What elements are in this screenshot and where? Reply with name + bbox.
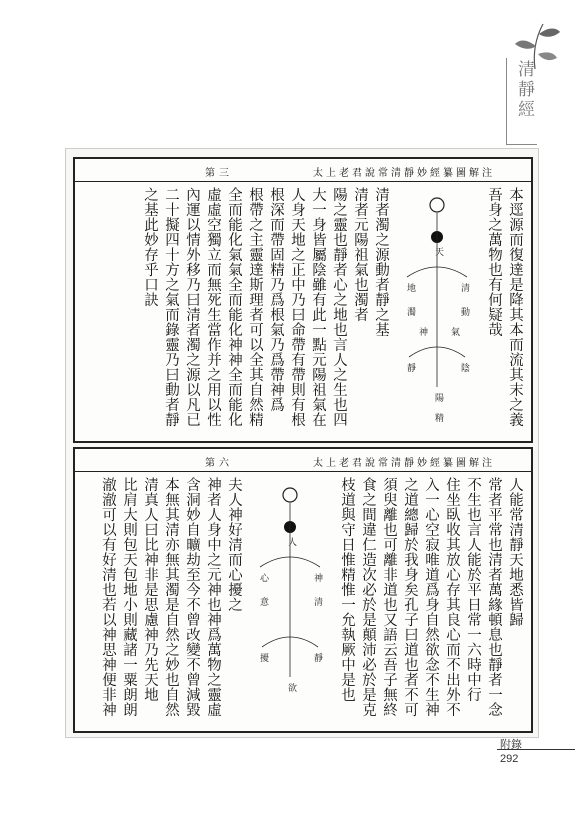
panel-header: [75, 449, 531, 472]
text-column: 人身天地之正中乃曰命帶有帶則有根: [289, 187, 305, 427]
diagram-label: 精: [433, 413, 443, 422]
text-column: 吾身之萬物也有何疑哉: [486, 187, 502, 337]
text-columns: [338, 477, 523, 725]
text-columns: [99, 477, 242, 725]
diagram-label: 陰: [459, 363, 469, 372]
panel-title: 太上老君說常清靜妙經纂圖解注: [313, 168, 495, 179]
panel-header: [75, 159, 531, 182]
panel-page-number: 第三: [205, 168, 233, 179]
text-columns: [141, 187, 389, 435]
diagram-label: 欲: [286, 683, 296, 692]
text-column: 比肩大則包天包地小則藏諸一粟朗朗: [121, 477, 137, 717]
diagram-label: 動: [459, 307, 469, 316]
text-column: 本逕源而復達是降其本而流其末之義: [507, 187, 523, 427]
text-column: 之道總歸於我身矣孔子曰道也者不可: [402, 477, 418, 717]
text-column: 內運以情外移乃曰清者濁之源以凡已: [184, 187, 200, 427]
text-column: 陽之靈也靜者心之地也言人之生也四: [331, 187, 347, 427]
text-column: 清者元陽祖氣也濁者: [352, 187, 368, 322]
diagram-label: 清: [459, 283, 469, 292]
top-panel: [73, 157, 533, 443]
text-column: 枝道與守日惟精惟一允執厥中是也: [339, 477, 355, 702]
diagram-circle: [283, 488, 297, 502]
text-column: 本無其清亦無其濁是自然之妙也自然: [163, 477, 179, 717]
diagram-label: 意: [258, 597, 268, 606]
diagram-label: 天: [433, 247, 443, 256]
text-column: 虛虛空獨立而無死生當作并之用以性: [205, 187, 221, 427]
diagram-label: 陽: [433, 393, 443, 402]
diagram-label: 清: [312, 597, 322, 606]
text-columns: [485, 187, 523, 435]
text-column: 根深而帶固精乃爲根氣乃爲帶神爲: [268, 187, 284, 412]
chart-diagram: [397, 187, 477, 427]
diagram-label: 濁: [405, 307, 415, 316]
text-column: 夫人神好清而心擾之: [226, 477, 242, 612]
text-column: 清者濁之源動者靜之基: [373, 187, 389, 337]
footer-section: 附錄: [500, 739, 522, 751]
panel-body: [83, 477, 523, 725]
text-column: 常者平常也清者萬緣頓息也靜者一念: [486, 477, 502, 717]
text-column: 之基此妙存乎口訣: [142, 187, 158, 307]
text-column: 須臾離也可離非道也又語云吾子無終: [381, 477, 397, 717]
footer-rule: [497, 749, 575, 750]
text-column: 含洞妙自曠劫至今不曾改變不曾減毀: [184, 477, 200, 717]
diagram-label: 地: [405, 283, 415, 292]
text-column: 全而能化氣氣全而能化神神全而能化: [226, 187, 242, 427]
panel-title: 太上老君說常清靜妙經纂圖解注: [313, 458, 495, 469]
chart-diagram: [250, 477, 330, 717]
diagram-label: 心: [258, 573, 268, 582]
panel-page-number: 第六: [205, 458, 233, 469]
text-column: 食之間違仁造次必於是顛沛必於是克: [360, 477, 376, 717]
diagram-label: 神: [312, 573, 322, 582]
bottom-panel: [73, 447, 533, 733]
text-column: 入一心空寂唯道爲身自然欲念不生神: [423, 477, 439, 717]
text-column: 住坐臥收其放心存其良心而不出外不: [444, 477, 460, 717]
scanned-page: [65, 148, 539, 738]
diagram-label: 人: [286, 537, 296, 546]
text-column: 人能常清靜天地悉皆歸: [507, 477, 523, 627]
footer-page-number: 292: [500, 753, 519, 765]
panel-body: [83, 187, 523, 435]
diagram-label: 氣: [449, 327, 459, 336]
diagram-label: 靜: [312, 653, 322, 662]
text-column: 大一身皆屬陰雖有此一點元陽祖氣在: [310, 187, 326, 427]
text-column: 二十擬四十方之氣而錄靈乃曰動者靜: [163, 187, 179, 427]
brand-title: 清靜經: [514, 60, 534, 120]
diagram-circle: [430, 198, 444, 212]
text-column: 神者人身中之元神也神爲萬物之靈虛: [205, 477, 221, 717]
text-column: 清真人曰比神非是思慮神乃先天地: [142, 477, 158, 702]
diagram-label: 神: [417, 327, 427, 336]
text-column: 不生也言人能於平日常一六時中行: [465, 477, 481, 702]
text-column: 澈澈可以有好清也若以神思神便非神: [100, 477, 116, 717]
diagram-label: 靜: [405, 363, 415, 372]
text-column: 根帶之主靈達斯理者可以全其自然精: [247, 187, 263, 427]
diagram-label: 擾: [258, 653, 268, 662]
